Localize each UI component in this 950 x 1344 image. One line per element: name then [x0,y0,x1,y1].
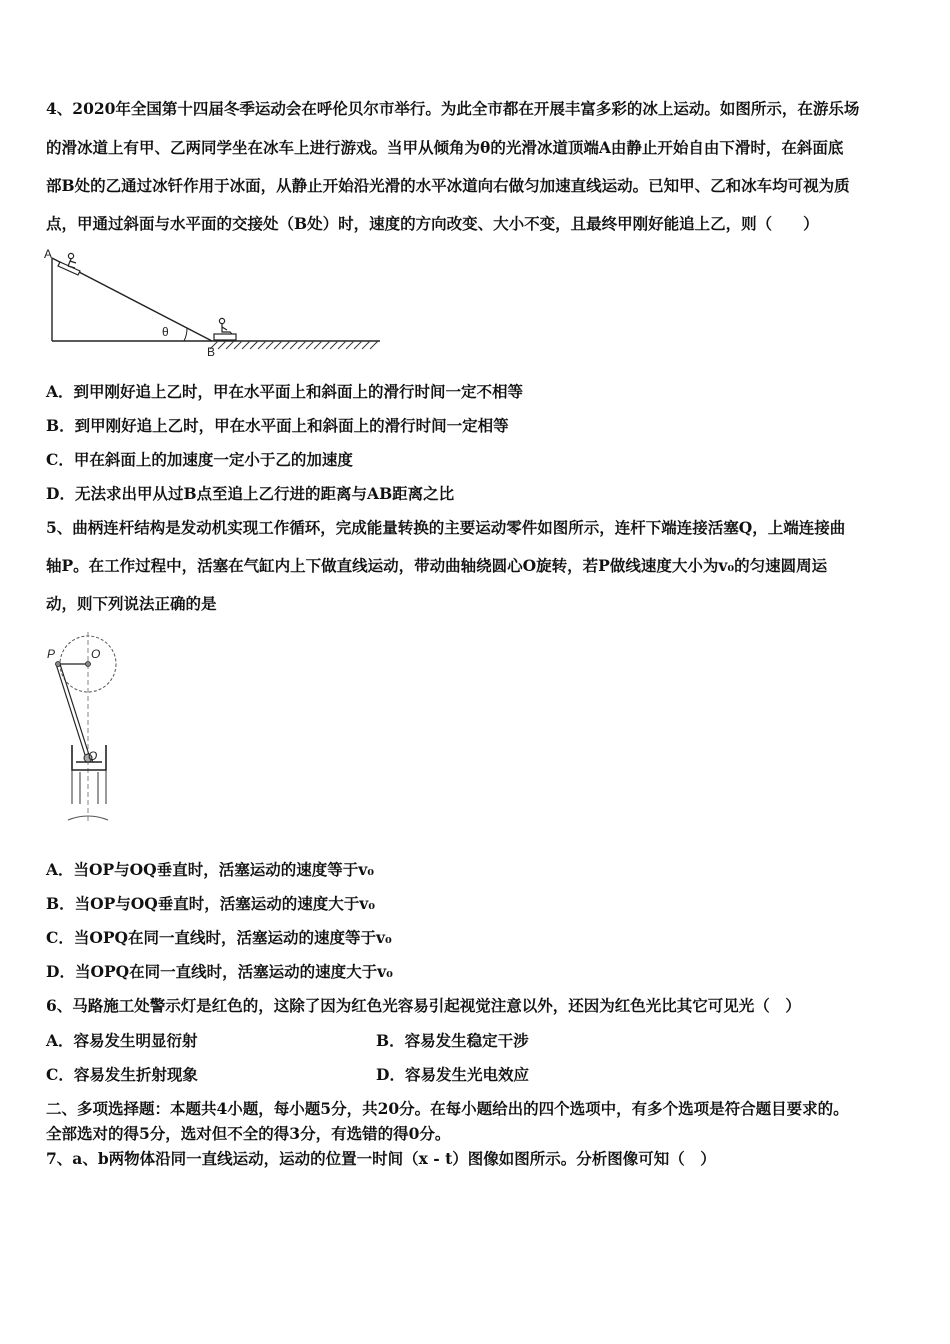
q4-line-1: 4、2020年全国第十四届冬季运动会在呼伦贝尔市举行。为此全市都在开展丰富多彩的冰上运动。如图所示，在游乐场 [46,99,860,118]
q5-option-a[interactable]: A．当OP与OQ垂直时，活塞运动的速度等于v₀ [46,860,374,879]
label-p: P [47,647,56,661]
q6-option-c[interactable]: C．容易发生折射现象 [46,1065,198,1084]
q4-option-a[interactable]: A．到甲刚好追上乙时，甲在水平面上和斜面上的滑行时间一定不相等 [46,382,524,401]
q4-line-4: 点，甲通过斜面与水平面的交接处（B处）时，速度的方向改变、大小不变，且最终甲刚好能追上乙，则（ ） [46,214,819,233]
q5-line-1: 5、曲柄连杆结构是发动机实现工作循环，完成能量转换的主要运动零件如图所示，连杆下端连接活塞Q，上端连接曲 [46,518,846,537]
q6-option-d[interactable]: D．容易发生光电效应 [376,1065,529,1084]
q6-stem: 6、马路施工处警示灯是红色的，这除了因为红色光容易引起视觉注意以外，还因为红色光比其它可见光（ ） [46,996,801,1015]
label-o: O [91,647,101,661]
q6-option-a[interactable]: A．容易发生明显衍射 [46,1031,198,1050]
q5-line-2: 轴P。在工作过程中，活塞在气缸内上下做直线运动，带动曲轴绕圆心O旋转，若P做线速度大小为v₀的匀速圆周运 [46,556,828,575]
crank-figure [44,632,124,832]
label-a: A [44,247,53,261]
label-theta: θ [162,325,169,339]
q4-option-b[interactable]: B．到甲刚好追上乙时，甲在水平面上和斜面上的滑行时间一定相等 [46,416,509,435]
sledder-b-icon [214,318,236,340]
q4-line-2: 的滑冰道上有甲、乙两同学坐在冰车上进行游戏。当甲从倾角为θ的光滑冰道顶端A由静止开始自由下滑时，在斜面底 [46,138,844,157]
label-b: B [207,345,216,359]
q5-option-c[interactable]: C．当OPQ在同一直线时，活塞运动的速度等于v₀ [46,928,392,947]
q4-line-3: 部B处的乙通过冰钎作用于冰面，从静止开始沿光滑的水平冰道向右做匀加速直线运动。已知甲、乙和冰车均可视为质 [46,176,850,195]
q7-stem: 7、a、b两物体沿同一直线运动，运动的位置一时间（x - t）图像如图所示。分析图像可知（ ） [46,1149,716,1168]
q4-option-d[interactable]: D．无法求出甲从过B点至追上乙行进的距离与AB距离之比 [46,484,455,503]
sledder-a-icon [58,253,80,275]
section2-scoring: 全部选对的得5分，选对但不全的得3分，有选错的得0分。 [46,1124,451,1143]
label-q: Q [88,749,98,763]
incline-figure [44,244,389,359]
section2-heading: 二、多项选择题：本题共4小题，每小题5分，共20分。在每小题给出的四个选项中，有多个选项是符合题目要求的。 [46,1099,849,1118]
q5-option-d[interactable]: D．当OPQ在同一直线时，活塞运动的速度大于v₀ [46,962,393,981]
q4-option-c[interactable]: C．甲在斜面上的加速度一定小于乙的加速度 [46,450,353,469]
q5-line-3: 动，则下列说法正确的是 [46,594,217,613]
q5-option-b[interactable]: B．当OP与OQ垂直时，活塞运动的速度大于v₀ [46,894,376,913]
q6-option-b[interactable]: B．容易发生稳定干涉 [376,1031,529,1050]
